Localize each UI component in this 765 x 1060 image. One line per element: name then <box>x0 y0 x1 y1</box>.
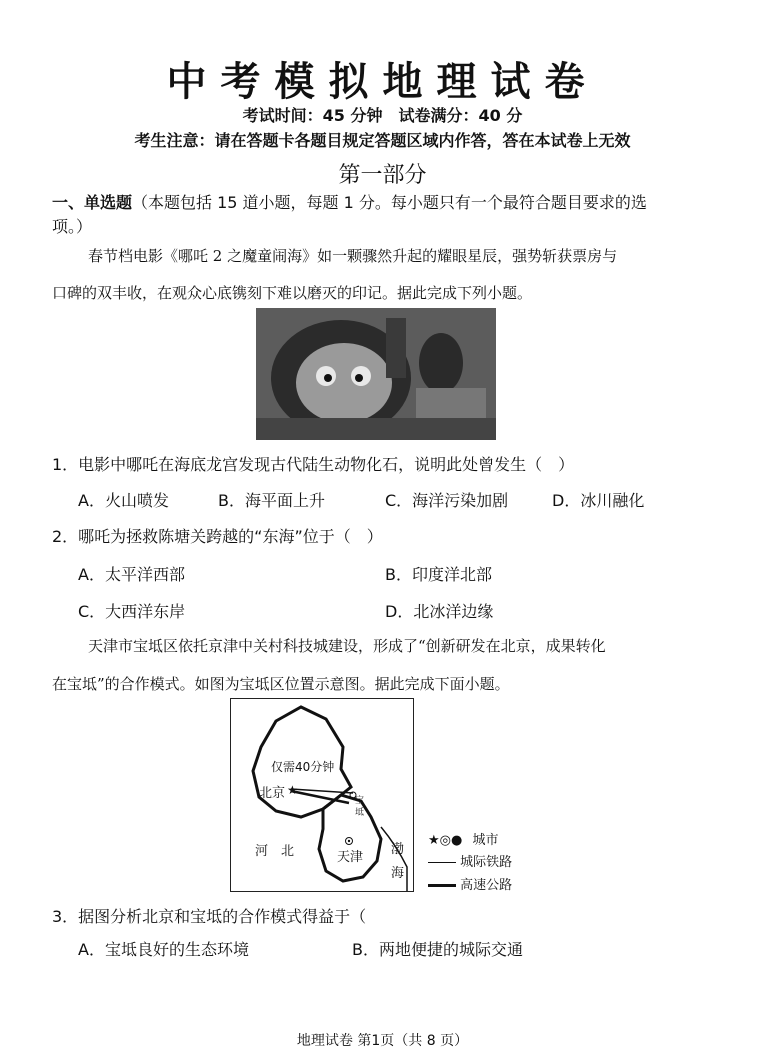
question-3-stem: 3．据图分析北京和宝坻的合作模式得益于（ <box>52 907 367 926</box>
legend-highway-label: 高速公路 <box>460 878 513 893</box>
exam-title: 中考模拟地理试卷 <box>166 59 599 105</box>
legend-city-row <box>428 829 499 848</box>
map-label-baodi-1: 宝 <box>355 796 365 806</box>
map-label-hebei: 河 北 <box>255 844 295 859</box>
question-1-option-c[interactable]: C．海洋污染加剧 <box>385 491 509 510</box>
passage2-line2: 在宝坻”的合作模式。如图为宝坻区位置示意图。据此完成下面小题。 <box>52 675 510 693</box>
question-2-option-d[interactable]: D．北冰洋边缘 <box>385 602 494 621</box>
legend-railway-line-icon <box>428 862 456 863</box>
section-heading-bold: 一、单选题 <box>52 193 133 212</box>
map-label-bohai-2: 海 <box>391 866 405 881</box>
legend-railway-row <box>428 851 512 870</box>
page-footer: 地理试卷 第1页（共 8 页） <box>296 1033 469 1049</box>
section-heading-line2: 项。） <box>52 217 93 236</box>
map-graphic <box>231 699 413 891</box>
map-label-tianjin: 天津 <box>337 850 364 865</box>
question-3-option-a[interactable]: A．宝坻良好的生态环境 <box>78 940 249 959</box>
coastline <box>381 827 407 891</box>
question-3-option-b[interactable]: B．两地便捷的城际交通 <box>352 940 523 959</box>
question-2-option-c[interactable]: C．大西洋东岸 <box>78 602 186 621</box>
movie-still-image <box>256 308 496 440</box>
question-1-option-b[interactable]: B．海平面上升 <box>218 491 325 510</box>
legend-railway-label: 城际铁路 <box>460 855 513 870</box>
section-heading <box>52 190 647 213</box>
passage1-line2: 口碑的双丰收，在观众心底镌刻下难以磨灭的印记。据此完成下列小题。 <box>52 284 533 302</box>
map-label-beijing: 北京 <box>259 786 286 801</box>
baodi-location-map <box>230 698 414 892</box>
part-heading: 第一部分 <box>338 163 427 188</box>
legend-city-icons: ★◎● <box>428 833 463 848</box>
exam-info: 考试时间：45 分钟 试卷满分：40 分 <box>242 106 523 125</box>
section-heading-rest: （本题包括 15 道小题，每题 1 分。每小题只有一个最符合题目要求的选 <box>132 193 647 212</box>
map-label-travel-time: 仅需40分钟 <box>271 760 335 774</box>
legend-highway-row <box>428 874 512 893</box>
question-1-option-a[interactable]: A．火山喷发 <box>78 491 169 510</box>
legend-highway-line-icon <box>428 884 456 887</box>
beijing-star-icon: ★ <box>287 783 298 797</box>
question-2-stem: 2．哪吒为拯救陈塘关跨越的“东海”位于（ ） <box>52 527 383 546</box>
map-label-baodi-2: 坻 <box>355 808 365 818</box>
question-2-option-b[interactable]: B．印度洋北部 <box>385 565 492 584</box>
legend-city-label: 城市 <box>472 833 499 848</box>
question-1-stem: 1．电影中哪吒在海底龙宫发现古代陆生动物化石，说明此处曾发生（ ） <box>52 455 575 474</box>
passage1-line1: 春节档电影《哪吒 2 之魔童闹海》如一颗骤然升起的耀眼星辰，强势斩获票房与 <box>88 247 618 265</box>
map-label-bohai-1: 渤 <box>391 842 405 857</box>
exam-notice: 考生注意：请在答题卡各题目规定答题区域内作答，答在本试卷上无效 <box>134 131 631 150</box>
question-2-option-a[interactable]: A．太平洋西部 <box>78 565 185 584</box>
movie-still-graphic <box>256 308 496 440</box>
question-1-option-d[interactable]: D．冰川融化 <box>552 491 645 510</box>
passage2-line1: 天津市宝坻区依托京津中关村科技城建设，形成了“创新研发在北京，成果转化 <box>88 637 606 655</box>
